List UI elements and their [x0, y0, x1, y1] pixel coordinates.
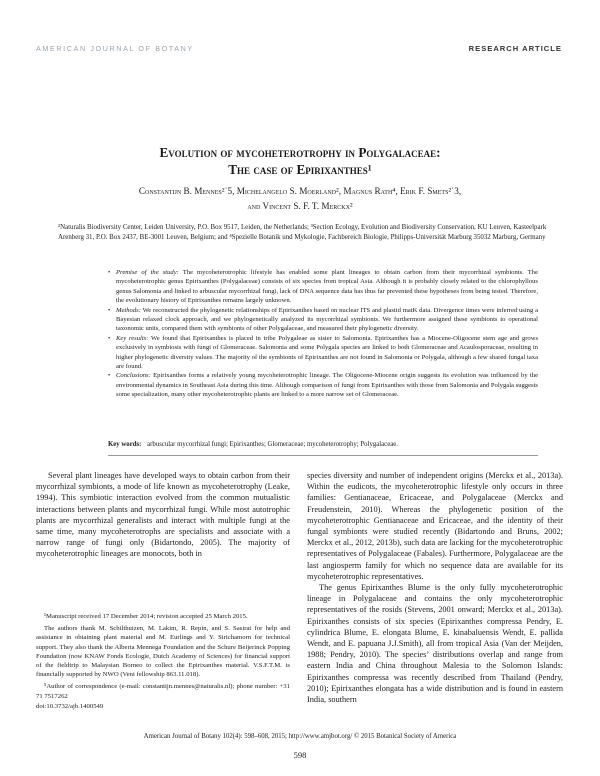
authors-line-1: Constantijn B. Mennes²˙5, Michelangelo S. Moerland², Magnus Rath⁴, Erik F. Smets²˙3, — [138, 186, 462, 196]
body-paragraph: species diversity and number of independent origins (Merckx et al., 2013a). Within the eudicots, the mycoheterotrophic lifestyle only occurs in three families: Gentianaceae, Ericaceae, and Polygalaceae (Merckx and Freudenstein, 2010). Whereas the phylogenetic position of the mycoheterotrophic Gentianaceae and Ericaceae, and the identity of their fungal symbionts were studied recently (Bidartondo and Bruns, 2002; Merckx et al., 2012, 2013b), such data are lacking for the mycoheterotrophic representatives of Polygalaceae (Fabales). Furthermore, Polygalaceae are the last angiosperm family for which no sequence data are available for its mycoheterotrophic representatives. — [307, 471, 563, 581]
abstract-label: Premise of the study: — [116, 269, 179, 276]
abstract-label: Methods: — [116, 306, 141, 314]
keywords-text: arbuscular mycorrhizal fungi; Epirixanthes; Glomeraceae; mycoheterotrophy; Polygalaceae. — [147, 441, 398, 448]
section-label: RESEARCH ARTICLE — [468, 44, 562, 53]
divider — [108, 455, 538, 456]
title-line-1: Evolution of mycoheterotrophy in Polygalaceae: — [159, 145, 441, 160]
bullet-icon: • — [108, 372, 111, 380]
abstract-text: Epirixanthes forms a relatively young mycoheterotrophic lineage. The Oligocene-Miocene origin suggests its evolution was influenced by the environmental dynamics in Southeast Asia during this time. Although comparison of fungi from Epirixanthes with those from Salomonia and Polygala suggests some specialization, many other mycoheterotrophic plants are linked to a more narrow set of Glomeraceae. — [116, 372, 538, 399]
abstract-text: We found that Epirixanthes is placed in tribe Polygaleae as sister to Salomonia. Epirixanthes has a Miocene-Oligocene stem age and grows exclusively in symbiosis with fungi of Glomeraceae. Salomonia and some Polygala species are linked to both Glomeraceae and Acaulosporaceae, resulting in higher phylogenetic diversity values. The majority of the symbionts of Epirixanthes are not found in Salomonia or Polygala, although a few shared fungal taxa are found. — [116, 334, 539, 371]
page-number: 598 — [293, 750, 307, 760]
article-title — [0, 144, 600, 178]
abstract-results — [108, 334, 538, 372]
footnotes — [36, 612, 290, 704]
bullet-icon: • — [108, 306, 111, 314]
abstract-label: Key results: — [116, 334, 149, 342]
doi: doi:10.3732/ajb.1400549 — [36, 703, 104, 710]
authors-line-2: and Vincent S. F. T. Merckx² — [247, 201, 353, 211]
body-paragraph: The genus Epirixanthes Blume is the only fully mycoheterotrophic lineage in Polygalaceae and contains the only mycoheterotrophic representatives of the rosids (Stevens, 2001 onward; Merckx et al., 2013a). Epirixanthes consists of six species (Epirixanthes compressa Pendry, E. cylindrica Blume, E. elongata Blume, E. kinabaluensis Wendt, E. pallida Wendt, and E. papuana J.J.Smith), all from tropical Asia (Van der Meijden, 1988; Pendry, 2010). The species’ distributions overlap and range from eastern India and China throughout Malesia to the Solomon Islands: Epirixanthes compressa was recently described from Thailand (Pendry, 2010); Epirixanthes elongata has a wide distribution and is found in eastern India, southern — [307, 583, 563, 705]
author-list — [36, 184, 564, 214]
abstract-text: We reconstructed the phylogenetic relationships of Epirixanthes based on nuclear ITS and plastid matK data. Divergence times were inferred using a Bayesian relaxed clock approach, and we phylogenetically analyzed its mycorrhizal symbionts. We furthermore assigned these symbionts to operational taxonomic units, compared them with symbionts of other Polygalaceae, and measured their phylogenetic diversity. — [116, 306, 538, 333]
footnote-acknowledgments: The authors thank M. Schilthuizen, M. Lakim, R. Repin, and S. Sasirat for help and assistance in obtaining plant material and M. Eurlings and Y. Sirichamorn for technical support. They also thank the Alberta Mennega Foundation and the Schure Beijerinck Popping Foundation (now KNAW Fonds Ecologie, Dutch Academy of Sciences) for financial support of the fieldtrip to Malaysian Borneo to collect the Epirixanthes material. V.S.F.T.M. is financially supported by NWO (Veni fellowship 863.11.018). — [36, 625, 290, 679]
bullet-icon: • — [108, 334, 111, 342]
abstract-text: The mycoheterotrophic lifestyle has enabled some plant lineages to obtain carbon from their mycorrhizal symbionts. The mycoheterotrophic genus Epirixanthes (Polygalaceae) consists of six species from tropical Asia. Although it is probably closely related to the chlorophyllous genus Salomonia and linked to arbuscular mycorrhizal fungi, lack of DNA sequence data has thus far prevented these hypotheses from being tested. Therefore, the evolutionary history of Epirixanthes remains largely unknown. — [116, 269, 538, 305]
abstract-premise — [108, 268, 538, 306]
footnote-received: ¹Manuscript received 17 December 2014; revision accepted 25 March 2015. — [44, 613, 248, 620]
body-column-right — [307, 470, 563, 705]
footer-citation: American Journal of Botany 102(4): 598–608, 2015; http://www.amjbot.org/ © 2015 Botanical Society of America — [143, 733, 457, 740]
abstract — [108, 268, 538, 400]
bullet-icon: • — [108, 269, 111, 276]
keywords — [108, 441, 538, 448]
abstract-label: Conclusions: — [116, 372, 151, 380]
journal-name: AMERICAN JOURNAL OF BOTANY — [36, 44, 194, 53]
abstract-methods — [108, 306, 538, 334]
abstract-conclusions — [108, 371, 538, 399]
footnote-correspondence: ⁵Author of correspondence (e-mail: constantijn.mennes@naturalis.nl); phone number: +31 71 7517262 — [36, 683, 290, 700]
title-line-2: The case of Epirixanthes¹ — [228, 162, 372, 177]
body-column-left — [36, 470, 290, 560]
affiliations: ²Naturalis Biodiversity Center, Leiden University, P.O. Box 9517, Leiden, the Netherlands; ³Section Ecology, Evolution and Biodiversity Conservation, KU Leuven, Kasteelpark Arenberg 31, P.O. Box 2437, BE-3001 Leuven, Belgium; and ⁴Spezielle Botanik und Mykologie, Fachbereich Biologie, Philipps-Universität Marburg 35032 Marburg, Germany — [58, 224, 547, 241]
keywords-label: Key words: — [108, 441, 142, 448]
body-paragraph: Several plant lineages have developed ways to obtain carbon from their mycorrhizal symbionts, a mode of life known as mycoheterotrophy (Leake, 1994). This symbiotic interaction evolved from the common mutualistic interactions between plants and mycorrhizal fungi. While most autotrophic plants are mycorrhizal generalists and interact with multiple fungi at the same time, many mycoheterotrophs are specialists and associate with a narrow range of fungi only (Bidartondo, 2005). The majority of mycoheterotrophic lineages are monocots, both in — [36, 471, 290, 559]
